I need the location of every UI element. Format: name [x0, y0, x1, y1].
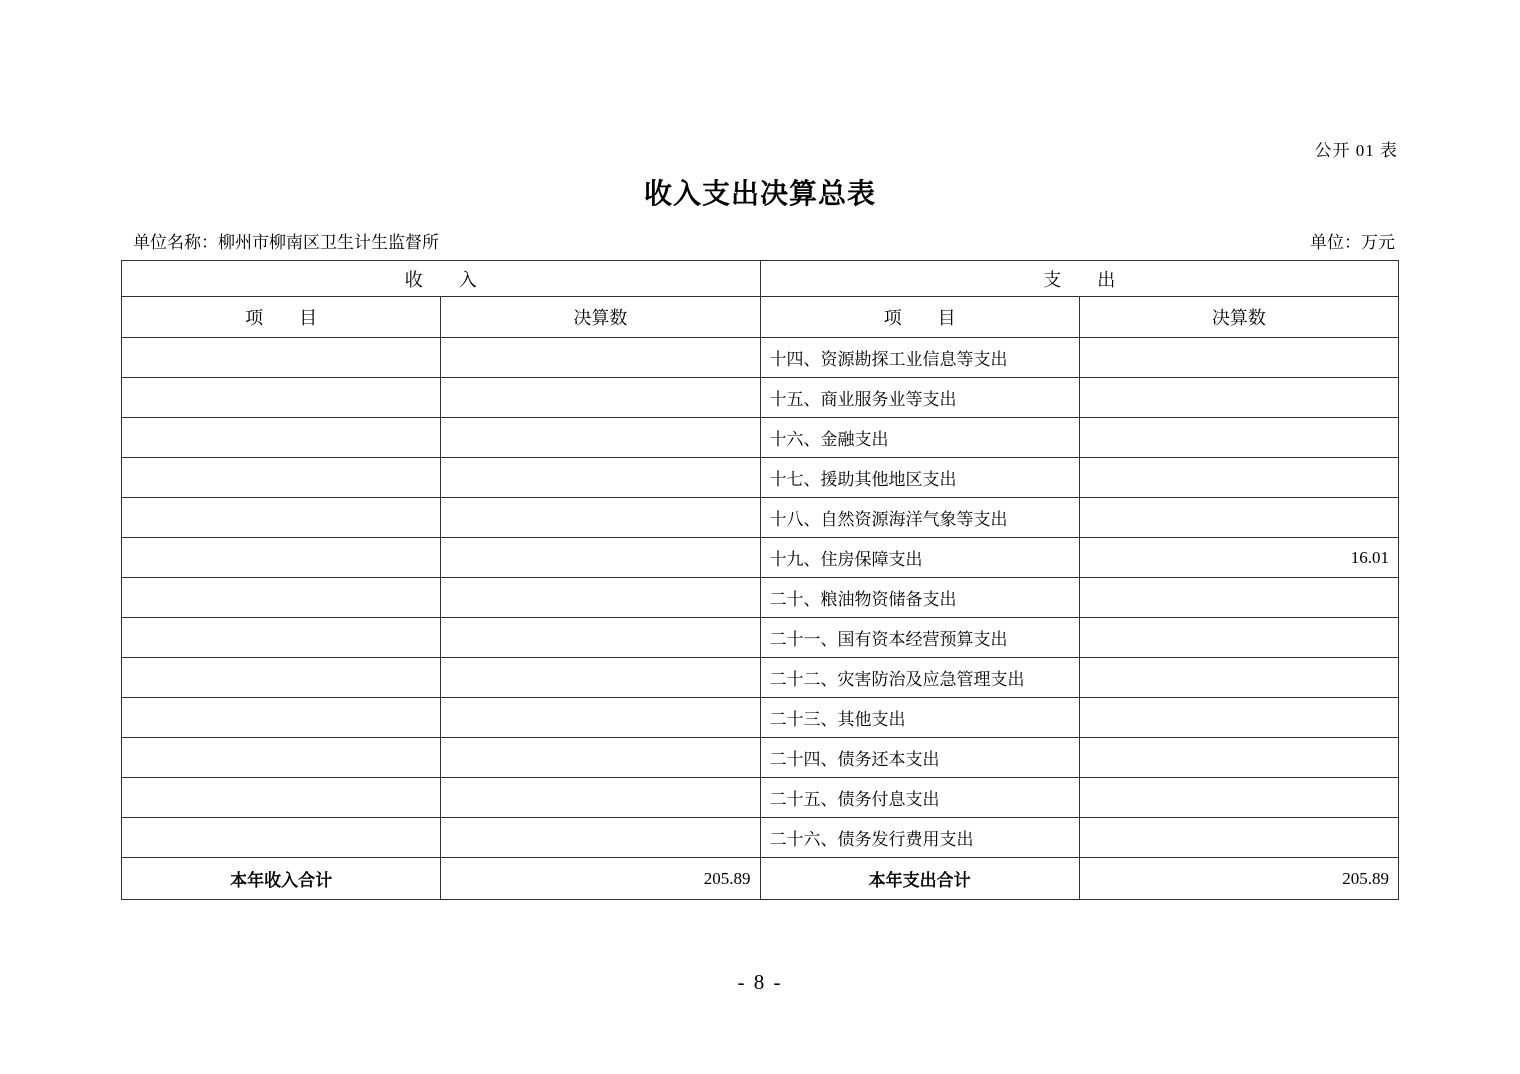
expense-value-cell [1079, 498, 1398, 538]
income-value-cell [441, 578, 760, 618]
table-row [122, 538, 1399, 578]
expense-item-cell: 二十四、债务还本支出 [760, 738, 1079, 778]
column-header-row [122, 297, 1399, 338]
income-value-cell [441, 618, 760, 658]
table-row [122, 778, 1399, 818]
income-value-cell [441, 418, 760, 458]
expense-item-cell: 二十六、债务发行费用支出 [760, 818, 1079, 858]
expense-amount-header: 决算数 [1079, 297, 1398, 338]
table-row [122, 698, 1399, 738]
expense-total-label: 本年支出合计 [760, 858, 1079, 900]
expense-item-cell: 二十一、国有资本经营预算支出 [760, 618, 1079, 658]
expense-item-cell: 二十二、灾害防治及应急管理支出 [760, 658, 1079, 698]
expense-item-cell: 二十三、其他支出 [760, 698, 1079, 738]
expense-value-cell [1079, 778, 1398, 818]
expense-value-cell [1079, 578, 1398, 618]
table-row [122, 458, 1399, 498]
income-item-cell [122, 578, 441, 618]
expense-item-cell: 十九、住房保障支出 [760, 538, 1079, 578]
expense-value-cell [1079, 338, 1398, 378]
group-header-row [122, 261, 1399, 297]
income-value-cell [441, 658, 760, 698]
income-value-cell [441, 738, 760, 778]
income-item-cell [122, 618, 441, 658]
expense-item-cell: 二十五、债务付息支出 [760, 778, 1079, 818]
income-item-cell [122, 378, 441, 418]
total-row [122, 858, 1399, 900]
income-item-cell [122, 498, 441, 538]
table-row [122, 418, 1399, 458]
page-number: - 8 - [737, 970, 783, 994]
expense-item-cell: 十四、资源勘探工业信息等支出 [760, 338, 1079, 378]
expense-total-value: 205.89 [1079, 858, 1398, 900]
income-value-cell [441, 498, 760, 538]
expense-value-cell: 16.01 [1079, 538, 1398, 578]
table-row [122, 818, 1399, 858]
income-item-cell [122, 818, 441, 858]
expense-item-cell: 十七、援助其他地区支出 [760, 458, 1079, 498]
income-total-value: 205.89 [441, 858, 760, 900]
expense-value-cell [1079, 418, 1398, 458]
income-value-cell [441, 818, 760, 858]
expense-value-cell [1079, 738, 1398, 778]
income-item-cell [122, 658, 441, 698]
currency-unit-label: 单位：万元 [1310, 233, 1395, 252]
income-amount-header: 决算数 [441, 297, 760, 338]
expense-item-cell: 十八、自然资源海洋气象等支出 [760, 498, 1079, 538]
income-group-header: 收 入 [122, 261, 761, 297]
expense-item-cell: 二十、粮油物资储备支出 [760, 578, 1079, 618]
table-row [122, 658, 1399, 698]
expense-item-cell: 十五、商业服务业等支出 [760, 378, 1079, 418]
meta-row [133, 228, 1395, 253]
income-item-cell [122, 338, 441, 378]
income-item-cell [122, 698, 441, 738]
expense-value-cell [1079, 698, 1398, 738]
table-row [122, 618, 1399, 658]
expense-value-cell [1079, 818, 1398, 858]
income-item-cell [122, 778, 441, 818]
income-value-cell [441, 538, 760, 578]
income-total-label: 本年收入合计 [122, 858, 441, 900]
table-row [122, 338, 1399, 378]
table-row [122, 498, 1399, 538]
income-item-header: 项 目 [122, 297, 441, 338]
income-item-cell [122, 458, 441, 498]
expense-group-header: 支 出 [760, 261, 1399, 297]
page-title: 收入支出决算总表 [643, 179, 876, 210]
income-value-cell [441, 338, 760, 378]
table-row [122, 378, 1399, 418]
unit-name-label: 单位名称：柳州市柳南区卫生计生监督所 [133, 233, 439, 252]
table-body [122, 261, 1399, 900]
doc-label: 公开 01 表 [1314, 141, 1398, 160]
expense-value-cell [1079, 658, 1398, 698]
table-row [122, 738, 1399, 778]
income-value-cell [441, 698, 760, 738]
accounts-table [121, 260, 1399, 900]
income-item-cell [122, 538, 441, 578]
expense-value-cell [1079, 458, 1398, 498]
income-value-cell [441, 378, 760, 418]
expense-value-cell [1079, 618, 1398, 658]
income-value-cell [441, 458, 760, 498]
expense-item-cell: 十六、金融支出 [760, 418, 1079, 458]
table-row [122, 578, 1399, 618]
expense-value-cell [1079, 378, 1398, 418]
income-item-cell [122, 738, 441, 778]
income-item-cell [122, 418, 441, 458]
expense-item-header: 项 目 [760, 297, 1079, 338]
income-value-cell [441, 778, 760, 818]
